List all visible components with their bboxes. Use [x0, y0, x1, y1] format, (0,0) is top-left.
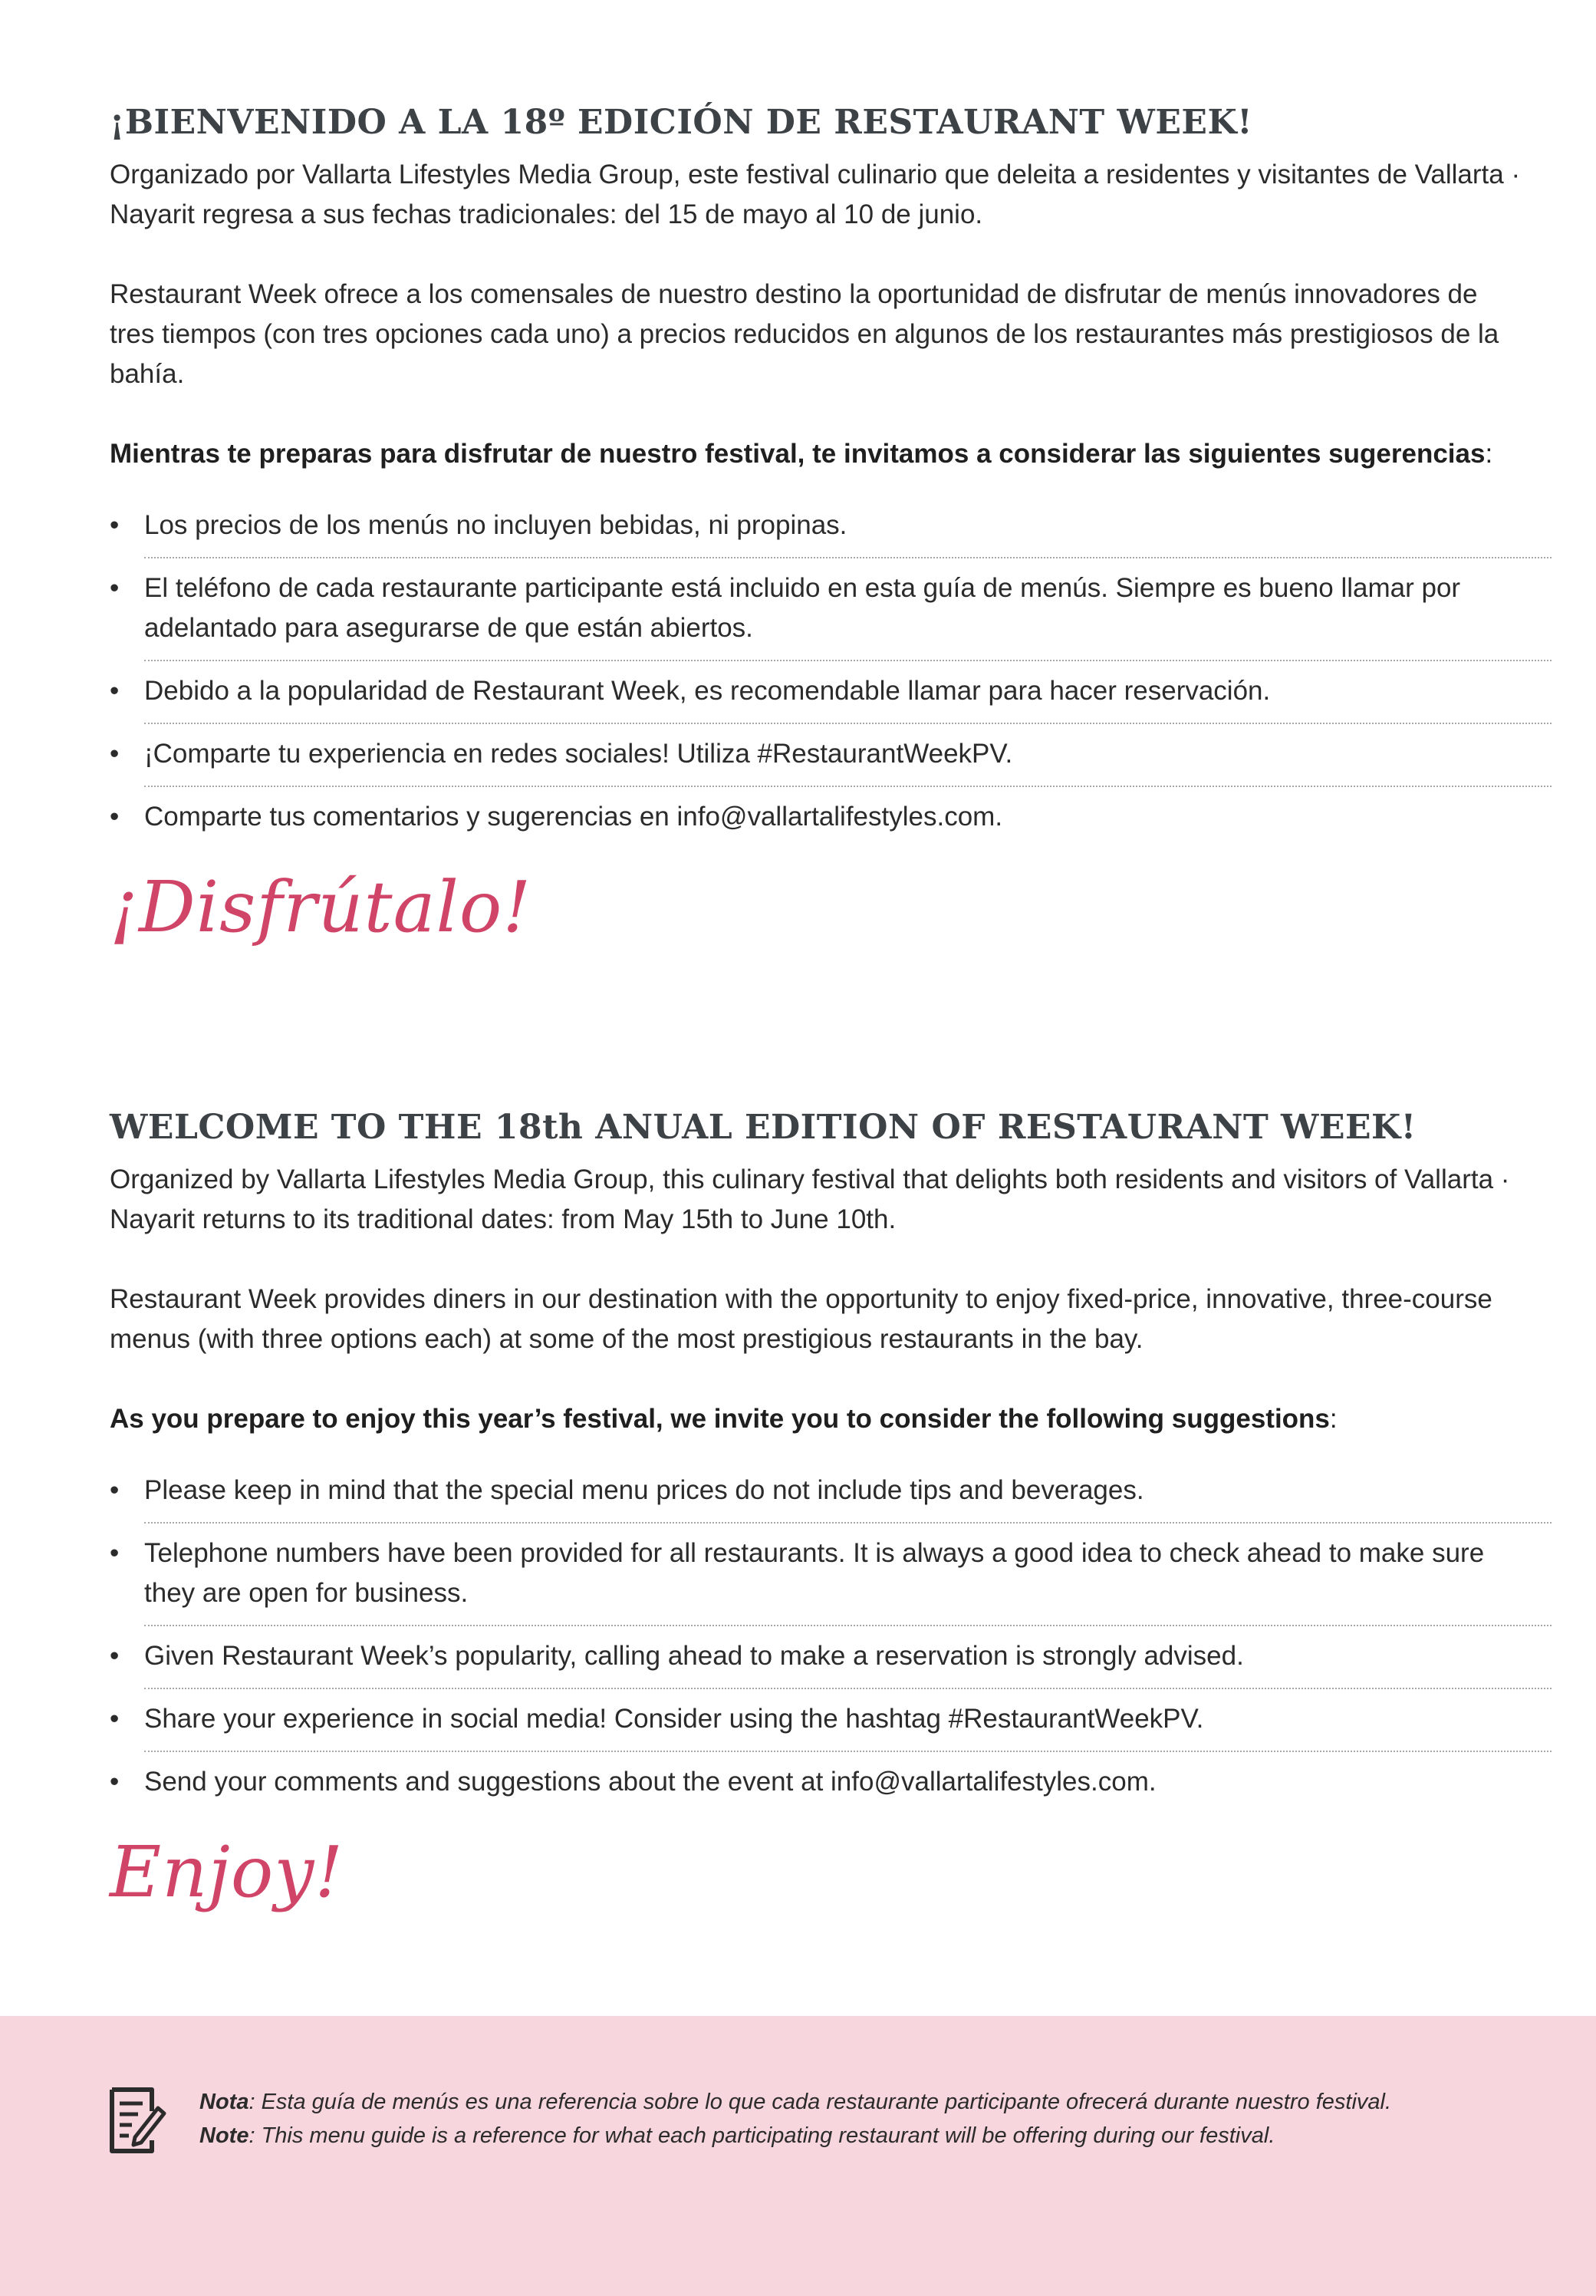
spanish-intro: Organizado por Vallarta Lifestyles Media Group, este festival culinario que deleita a residentes y visitantes de Vallarta · Nayarit regresa a sus fechas tradicionales: del 15 de mayo al 10 de junio.: [110, 160, 1521, 229]
list-item: [110, 1626, 1521, 1689]
footer-notes: [199, 2085, 1565, 2153]
bullet-marker: •: [110, 676, 120, 706]
list-item: [110, 1752, 1521, 1815]
english-heading: WELCOME TO THE 18th ANUAL EDITION OF RESTAURANT WEEK!: [110, 1108, 1417, 1147]
list-item: [110, 558, 1521, 661]
bullet-marker: •: [110, 1538, 120, 1568]
list-item: [110, 1461, 1521, 1524]
spanish-heading: ¡BIENVENIDO A LA 18º EDICIÓN DE RESTAURANT WEEK!: [110, 103, 1253, 142]
note-english-text: : This menu guide is a reference for what each participating restaurant will be offering during our festival.: [248, 2123, 1275, 2148]
english-description: Restaurant Week provides diners in our destination with the opportunity to enjoy fixed-price, innovative, three-course menus (with three options each) at some of the most prestigious restaurants in the bay.: [110, 1284, 1492, 1354]
note-spanish-text: : Esta guía de menús es una referencia sobre lo que cada restaurante participante ofrecerá durante nuestro festival.: [248, 2090, 1392, 2114]
tip-text: Send your comments and suggestions about the event at info@vallartalifestyles.com.: [144, 1767, 1157, 1797]
spanish-tips-list: [110, 496, 1521, 850]
english-lead-colon: :: [1329, 1404, 1338, 1434]
spanish-description: Restaurant Week ofrece a los comensales de nuestro destino la oportunidad de disfrutar de menús innovadores de tres tiempos (con tres opciones cada uno) a precios reducidos en algunos de los restaurantes más prestigiosos de la bahía.: [110, 279, 1499, 389]
tip-text: Given Restaurant Week’s popularity, calling ahead to make a reservation is strongly advised.: [144, 1641, 1244, 1671]
bullet-marker: •: [110, 1641, 120, 1671]
spanish-suggestions-lead: [110, 434, 1521, 474]
tip-text: Comparte tus comentarios y sugerencias en info@vallartalifestyles.com.: [144, 802, 1003, 832]
spanish-section: [110, 100, 1521, 950]
list-item: [110, 1689, 1521, 1752]
tip-text: El teléfono de cada restaurante participante está incluido en esta guía de menús. Siempre es bueno llamar por adelantado para asegurarse de que están abiertos.: [144, 573, 1461, 643]
footer-band: [0, 2016, 1596, 2296]
list-item: [110, 724, 1521, 787]
bullet-marker: •: [110, 573, 120, 603]
list-item: [110, 661, 1521, 724]
spanish-lead-text: Mientras te preparas para disfrutar de nuestro festival, te invitamos a considerar las siguientes sugerencias: [110, 439, 1486, 469]
note-english-label: Note: [199, 2123, 249, 2148]
english-suggestions-lead: [110, 1399, 1521, 1439]
bullet-marker: •: [110, 1704, 120, 1734]
english-intro: Organized by Vallarta Lifestyles Media Group, this culinary festival that delights both residents and visitors of Vallarta · Nayarit returns to its traditional dates: from May 15th to June 10th.: [110, 1164, 1510, 1234]
bullet-marker: •: [110, 739, 120, 769]
list-item: [110, 1524, 1521, 1626]
note-spanish: [199, 2085, 1565, 2119]
list-item: [110, 787, 1521, 850]
bullet-marker: •: [110, 802, 120, 832]
bullet-marker: •: [110, 1475, 120, 1505]
bullet-marker: •: [110, 510, 120, 540]
tip-text: Telephone numbers have been provided for all restaurants. It is always a good idea to check ahead to make sure they are open for business.: [144, 1538, 1485, 1608]
english-tips-list: [110, 1461, 1521, 1815]
tip-text: Please keep in mind that the special menu prices do not include tips and beverages.: [144, 1475, 1144, 1505]
list-item: [110, 496, 1521, 558]
tip-text: Share your experience in social media! Consider using the hashtag #RestaurantWeekPV.: [144, 1704, 1204, 1734]
spanish-closing-script: ¡Disfrútalo!: [110, 866, 532, 948]
document-edit-icon: [107, 2085, 167, 2156]
tip-text: Debido a la popularidad de Restaurant Week, es recomendable llamar para hacer reservación.: [144, 676, 1271, 706]
bullet-marker: •: [110, 1767, 120, 1797]
english-lead-text: As you prepare to enjoy this year’s festival, we invite you to consider the following suggestions: [110, 1404, 1330, 1434]
tip-text: ¡Comparte tu experiencia en redes sociales! Utiliza #RestaurantWeekPV.: [144, 739, 1013, 769]
english-section: [110, 1105, 1521, 1915]
note-spanish-label: Nota: [199, 2090, 249, 2114]
spanish-lead-colon: :: [1485, 439, 1493, 469]
english-closing-script: Enjoy!: [110, 1831, 344, 1913]
tip-text: Los precios de los menús no incluyen bebidas, ni propinas.: [144, 510, 847, 540]
note-english: [199, 2119, 1565, 2153]
